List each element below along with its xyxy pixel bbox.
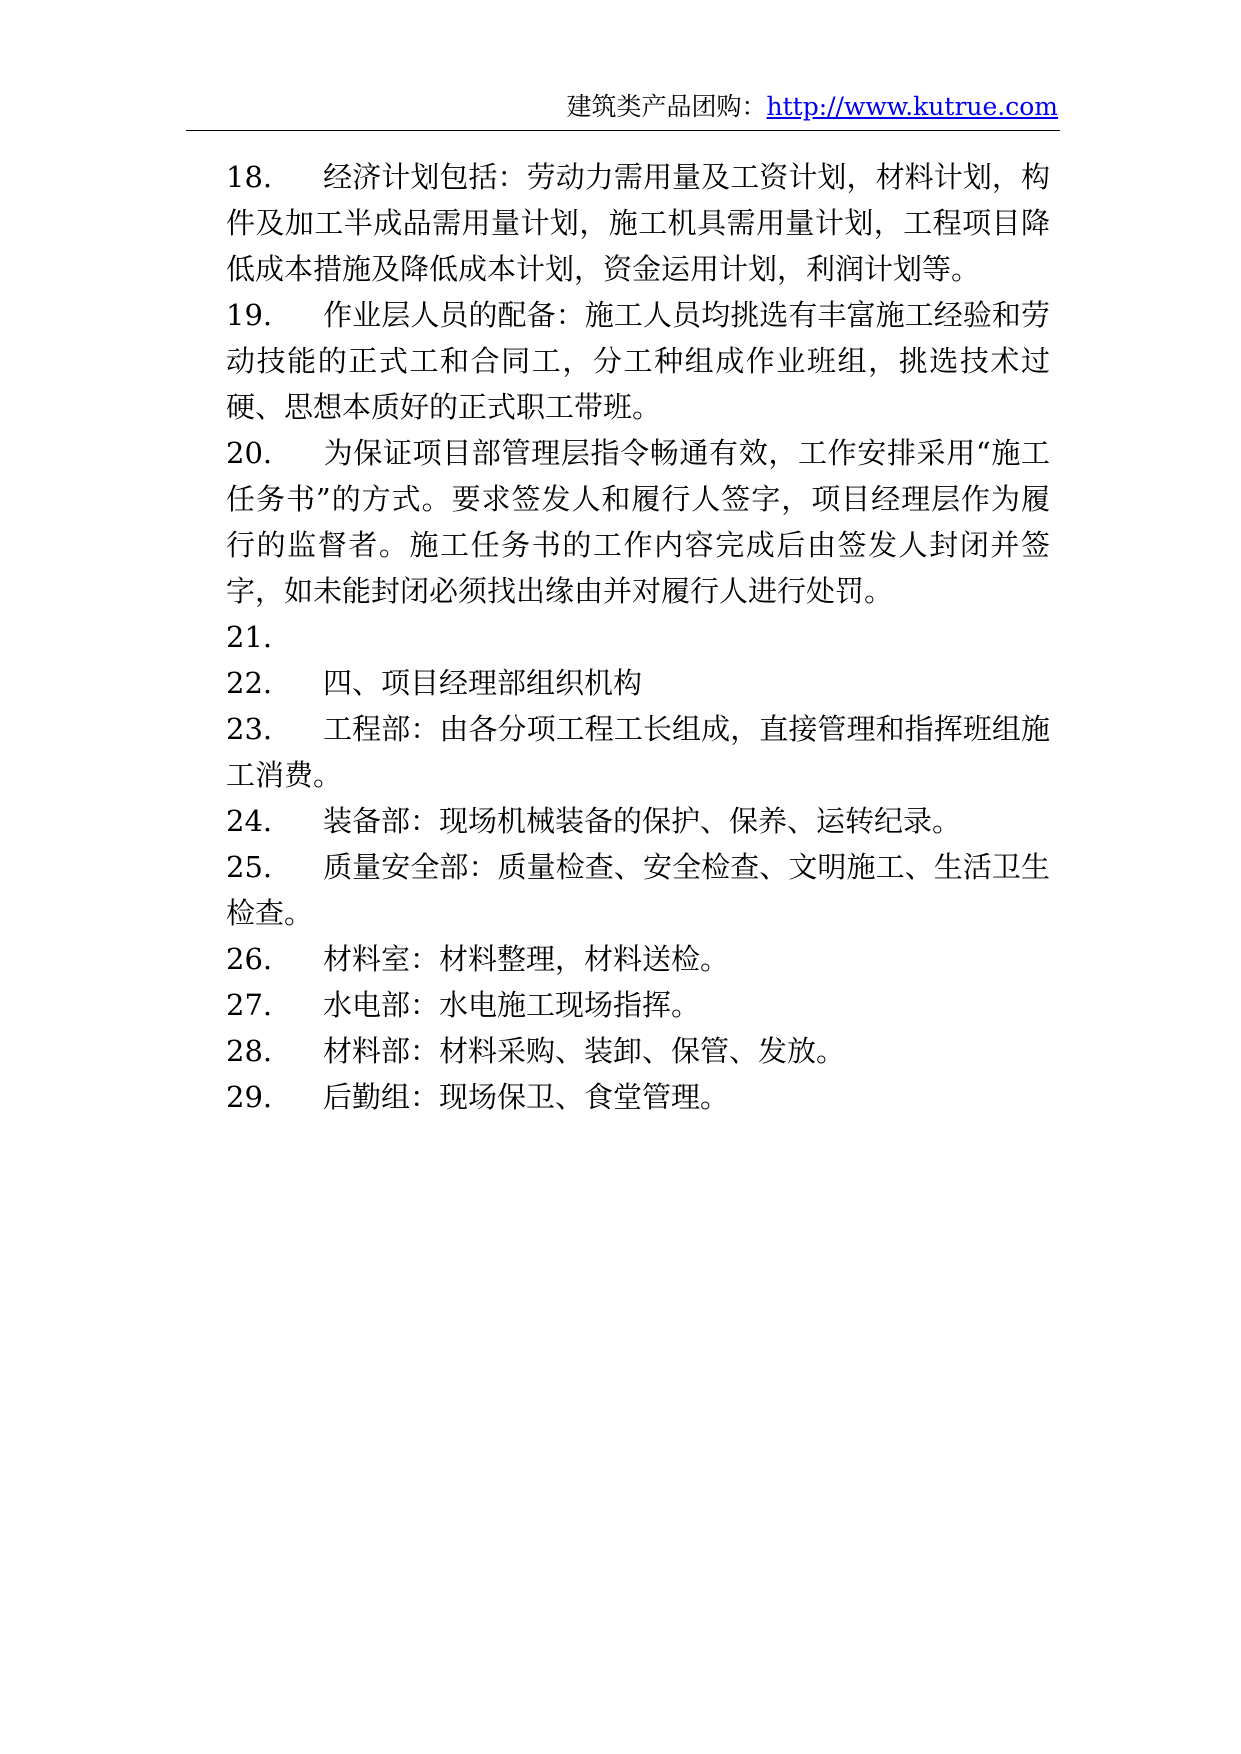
list-item	[226, 1074, 1050, 1120]
document-body	[226, 154, 1050, 1120]
item-text: 水电部：水电施工现场指挥。	[323, 988, 701, 1022]
item-number: 26.	[226, 942, 273, 976]
list-item	[226, 154, 1050, 292]
header-label: 建筑类产品团购：	[566, 92, 767, 121]
item-number: 25.	[226, 850, 273, 884]
item-text: 装备部：现场机械装备的保护、保养、运转纪录。	[323, 804, 962, 838]
item-number: 18.	[226, 160, 273, 194]
list-item	[226, 936, 1050, 982]
list-item	[226, 660, 1050, 706]
list-item	[226, 844, 1050, 936]
item-text: 作业层人员的配备：施工人员均挑选有丰富施工经验和劳动技能的正式工和合同工，分工种组成作业班组，挑选技术过硬、思想本质好的正式职工带班。	[226, 298, 1050, 424]
list-item	[226, 1028, 1050, 1074]
list-item	[226, 614, 1050, 660]
item-text: 工程部：由各分项工程工长组成，直接管理和指挥班组施工消费。	[226, 712, 1050, 792]
list-item	[226, 982, 1050, 1028]
item-number: 19.	[226, 298, 273, 332]
list-item	[226, 430, 1050, 614]
item-number: 29.	[226, 1080, 273, 1114]
item-text: 为保证项目部管理层指令畅通有效，工作安排采用“施工任务书”的方式。要求签发人和履行人签字，项目经理层作为履行的监督者。施工任务书的工作内容完成后由签发人封闭并签字，如未能封闭必须找出缘由并对履行人进行处罚。	[226, 436, 1050, 608]
item-number: 27.	[226, 988, 273, 1022]
item-number: 24.	[226, 804, 273, 838]
item-number: 20.	[226, 436, 273, 470]
list-item	[226, 292, 1050, 430]
website-link[interactable]: http://www.kutrue.com	[766, 92, 1058, 121]
header-text	[566, 92, 1058, 122]
list-item	[226, 706, 1050, 798]
item-text: 经济计划包括：劳动力需用量及工资计划，材料计划，构件及加工半成品需用量计划，施工机具需用量计划，工程项目降低成本措施及降低成本计划，资金运用计划，利润计划等。	[226, 160, 1050, 286]
page-header	[186, 84, 1060, 131]
list-item	[226, 798, 1050, 844]
item-text: 质量安全部：质量检查、安全检查、文明施工、生活卫生检查。	[226, 850, 1050, 930]
item-number: 21.	[226, 620, 273, 654]
item-text: 四、项目经理部组织机构	[323, 666, 643, 700]
item-number: 23.	[226, 712, 273, 746]
item-text: 材料室：材料整理，材料送检。	[323, 942, 730, 976]
item-text: 材料部：材料采购、装卸、保管、发放。	[323, 1034, 846, 1068]
item-number: 28.	[226, 1034, 273, 1068]
item-text: 后勤组：现场保卫、食堂管理。	[323, 1080, 730, 1114]
item-number: 22.	[226, 666, 273, 700]
